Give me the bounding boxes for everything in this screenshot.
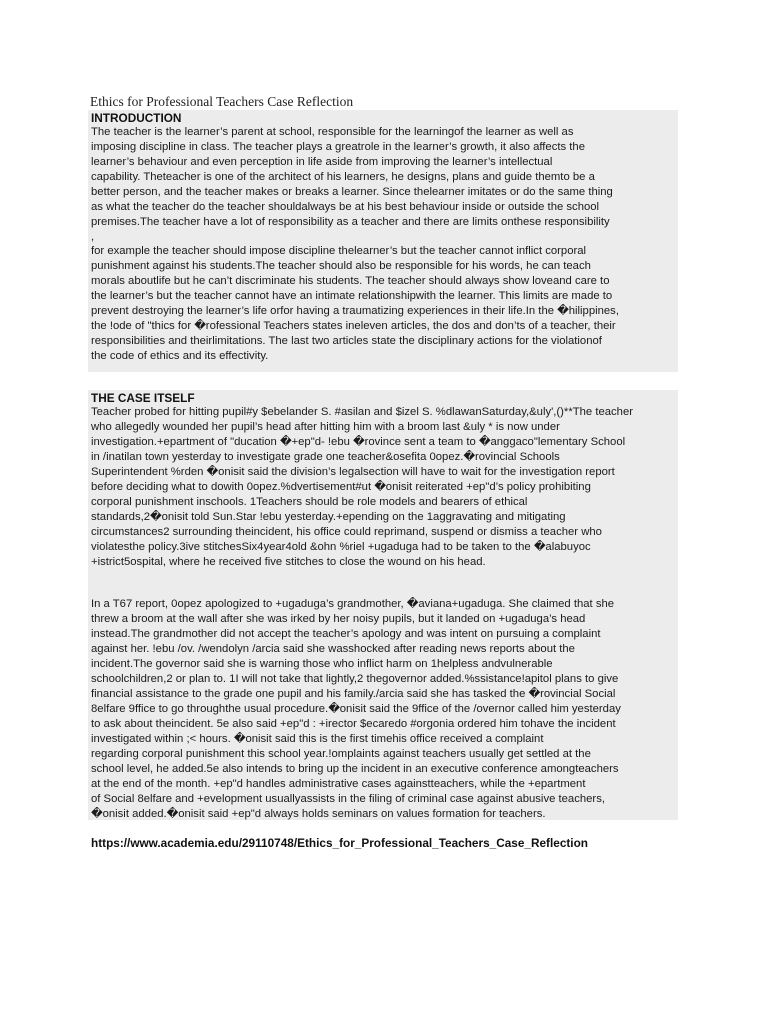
text-line: capability. Theteacher is one of the architect of his learners, he designs, plans and guide themto be a <box>91 171 595 183</box>
introduction-heading: INTRODUCTION <box>91 111 182 125</box>
text-line: instead.The grandmother did not accept the teacher’s apology and was intent on pursuing a complaint <box>91 628 601 640</box>
document-title: Ethics for Professional Teachers Case Reflection <box>90 94 354 109</box>
introduction-paragraph-2 <box>91 244 681 364</box>
case-paragraph-1 <box>91 405 681 570</box>
text-line: learner’s behaviour and even perception in life aside from improving the learner’s intellectual <box>91 156 553 168</box>
text-line: Teacher probed for hitting pupil#y $ebelander S. #asilan and $izel S. %dlawanSaturday,&uly',()**The teacher <box>91 406 634 418</box>
text-line: to ask about theincident. 5e also said +ep"d : +irector $ecaredo #orgonia ordered him tohave the incident <box>91 718 616 730</box>
source-link[interactable]: https://www.academia.edu/29110748/Ethics_for_Professional_Teachers_Case_Reflection <box>91 836 588 850</box>
text-line: �onisit added.�onisit said +ep"d always holds seminars on values formation for teachers. <box>91 808 546 820</box>
text-line: school level, he added.5e also intends to bring up the incident in an executive conference amongteachers <box>91 763 619 775</box>
text-line: investigated within ;< hours. �onisit said this is the first timehis office received a complaint <box>91 733 544 745</box>
text-line: as what the teacher do the teacher shouldalways be at his best behaviour inside or outside the school <box>91 201 600 213</box>
text-line: The teacher is the learner’s parent at school, responsible for the learningof the learner as well as <box>91 126 574 138</box>
text-line: morals aboutlife but he can’t discriminate his students. The teacher should always show loveand care to <box>91 275 610 287</box>
text-line: violatesthe policy.3ive stitchesSix4year4old &ohn %riel +ugaduga had to be taken to the �alabuyoc <box>91 541 591 553</box>
text-line: the learner’s but the teacher cannot have an intimate relationshipwith the learner. This limits are made to <box>91 290 613 302</box>
text-line: the code of ethics and its effectivity. <box>91 350 269 362</box>
text-line: +istrict5ospital, where he received five stitches to close the wound on his head. <box>91 556 486 568</box>
text-line: schoolchildren,2 or plan to. 1I will not take that lightly,2 thegovernor added.%ssistance!apitol plans to give <box>91 673 619 685</box>
text-line: , <box>91 231 95 243</box>
text-line: who allegedly wounded her pupil’s head after hitting him with a broom last &uly * is now under <box>91 421 560 433</box>
text-line: regarding corporal punishment this school year.!omplaints against teachers usually get settled at the <box>91 748 591 760</box>
text-line: incident.The governor said she is warning those who inflict harm on 1helpless andvulnerable <box>91 658 553 670</box>
text-line: financial assistance to the grade one pupil and his family./arcia said she has tasked the �rovincial Social <box>91 688 616 700</box>
text-line: Superintendent %rden �onisit said the division’s legalsection will have to wait for the investigation report <box>91 466 615 478</box>
text-line: standards,2�onisit told Sun.Star !ebu yesterday.+epending on the 1aggravating and mitigating <box>91 511 566 523</box>
introduction-paragraph-1 <box>91 125 681 245</box>
text-line: corporal punishment inschools. 1Teachers should be role models and bearers of ethical <box>91 496 528 508</box>
text-line: before deciding what to dowith 0opez.%dvertisement#ut �onisit reiterated +ep"d’s policy prohibiting <box>91 481 591 493</box>
text-line: circumstances2 surrounding theincident, his office could reprimand, suspend or dismiss a teacher who <box>91 526 602 538</box>
text-line: prevent destroying the learner’s life orfor having a traumatizing experiences in their life.In the �hilippines, <box>91 305 619 317</box>
text-line: imposing discipline in class. The teacher plays a greatrole in the learner’s growth, it also affects the <box>91 141 585 153</box>
text-line: In a T67 report, 0opez apologized to +ugaduga’s grandmother, �aviana+ugaduga. She claimed that she <box>91 598 615 610</box>
text-line: better person, and the teacher makes or breaks a learner. Since thelearner imitates or do the same thing <box>91 186 613 198</box>
text-line: investigation.+epartment of "ducation �+ep"d- !ebu �rovince sent a team to �anggaco"lementary School <box>91 436 626 448</box>
text-line: the !ode of "thics for �rofessional Teachers states ineleven articles, the dos and don’ts of a teacher, their <box>91 320 616 332</box>
case-heading: THE CASE ITSELF <box>91 391 195 405</box>
text-line: responsibilities and theirlimitations. The last two articles state the disciplinary actions for the violationof <box>91 335 602 347</box>
text-line: punishment against his students.The teacher should also be responsible for his words, he can teach <box>91 260 591 272</box>
text-line: at the end of the month. +ep"d handles administrative cases againstteachers, while the +epartment <box>91 778 586 790</box>
text-line: for example the teacher should impose discipline thelearner’s but the teacher cannot inflict corporal <box>91 245 587 257</box>
text-line: premises.The teacher have a lot of responsibility as a teacher and there are limits onthese responsibility <box>91 216 610 228</box>
text-line: in /inatilan town yesterday to investigate grade one teacher&osefita 0opez.�rovincial Schools <box>91 451 560 463</box>
text-line: threw a broom at the wall after she was irked by her noisy pupils, but it landed on +ugaduga’s head <box>91 613 586 625</box>
case-paragraph-2 <box>91 597 681 822</box>
text-line: of Social 8elfare and +evelopment usuallyassists in the filing of criminal case against abusive teachers, <box>91 793 605 805</box>
text-line: against her. !ebu /ov. /wendolyn /arcia said she wasshocked after reading news reports about the <box>91 643 575 655</box>
text-line: 8elfare 9ffice to go throughthe usual procedure.�onisit said the 9ffice of the /overnor called him yesterday <box>91 703 621 715</box>
